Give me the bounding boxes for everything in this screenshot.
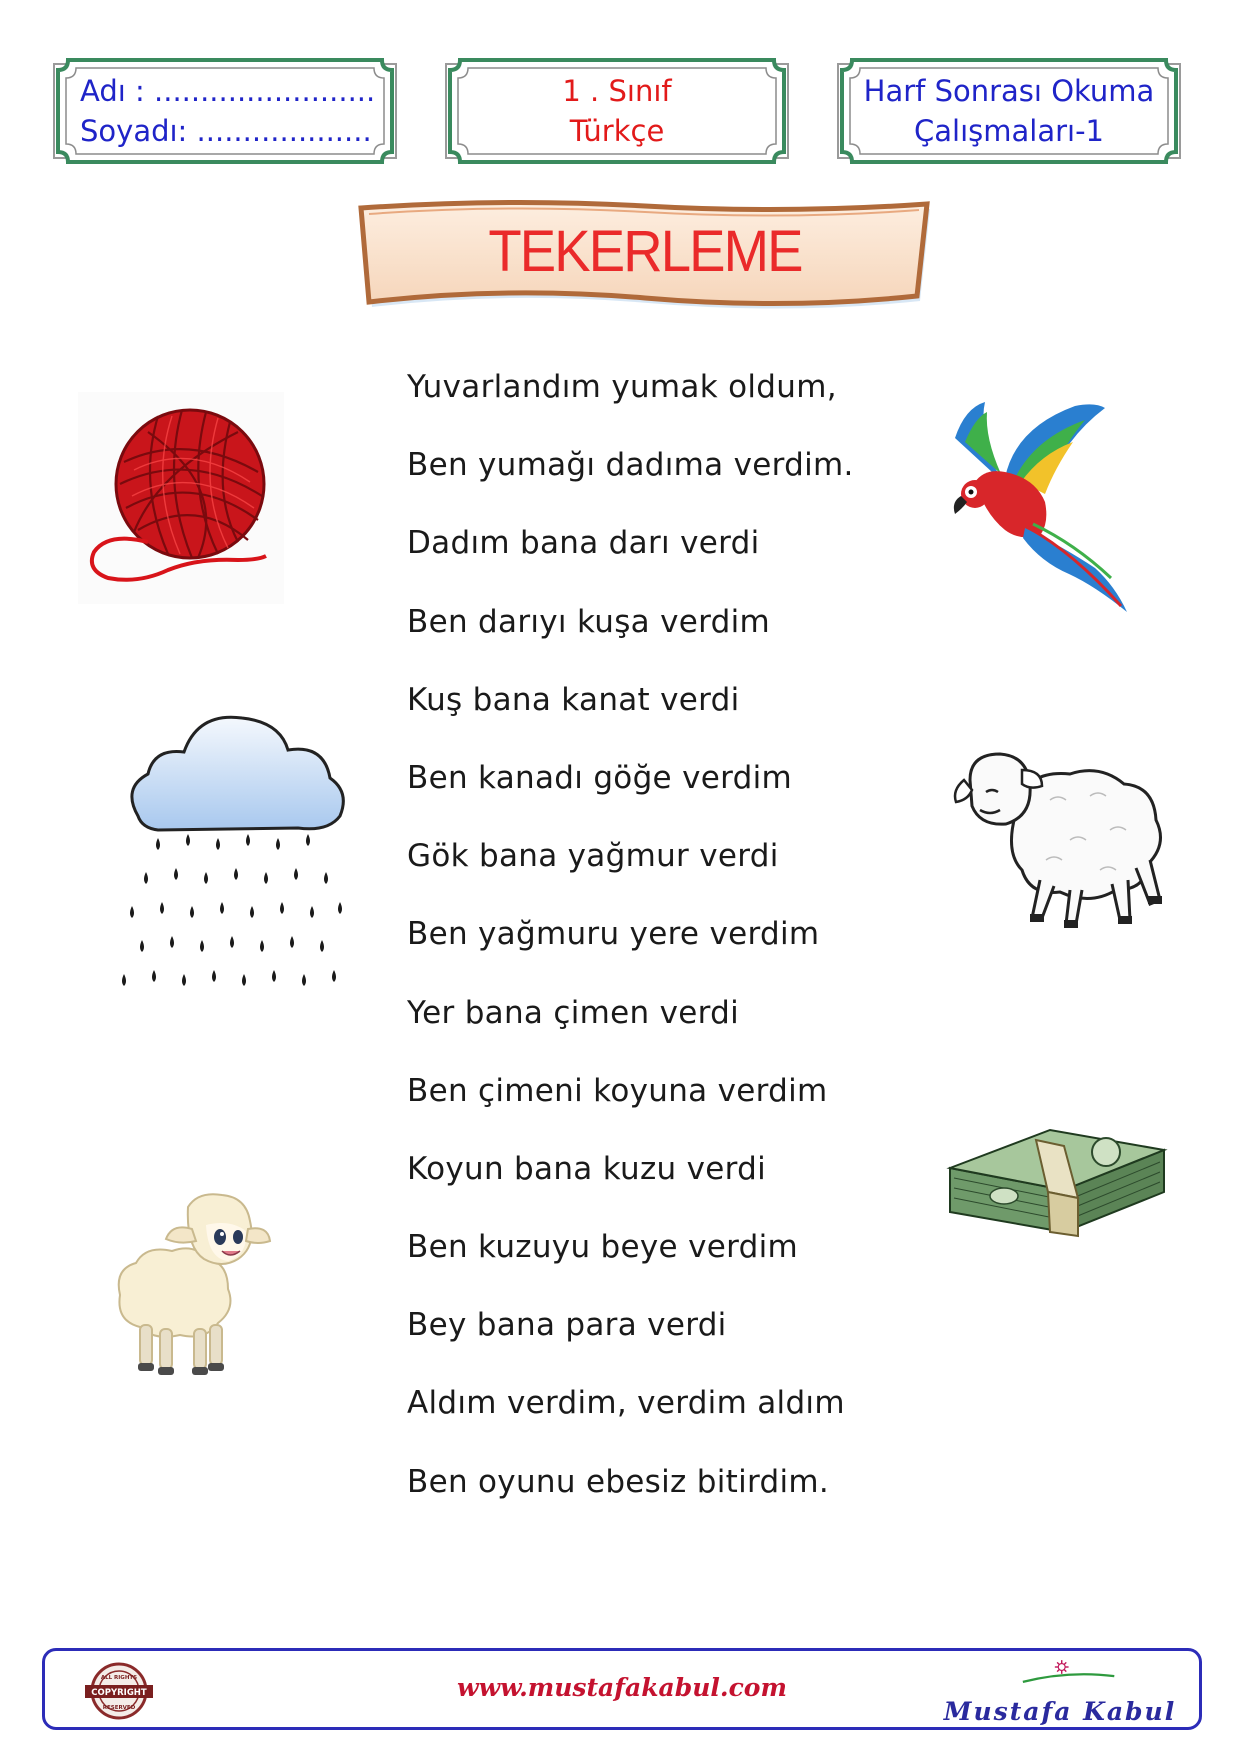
author-logo (935, 1659, 1185, 1729)
worksheet-title-line2: Çalışmaları-1 (914, 114, 1104, 148)
yarn-ball-image (78, 392, 284, 604)
lamb-image (110, 1185, 272, 1380)
footer-bar (42, 1648, 1202, 1730)
title-banner (355, 198, 935, 314)
yarn-ball-icon (78, 392, 284, 604)
worksheet-title-line1: Harf Sonrası Okuma (863, 74, 1155, 108)
class-box (432, 50, 802, 172)
money-stack-image (944, 1108, 1170, 1238)
grade-label: 1 . Sınıf (562, 74, 672, 108)
poem-line: Ben darıyı kuşa verdim (407, 603, 771, 640)
name-box (40, 50, 410, 172)
poem-line: Ben çimeni koyuna verdim (407, 1072, 828, 1109)
poem-line: Ben yumağı dadıma verdim. (407, 447, 854, 484)
banner-title: TEKERLEME (488, 219, 802, 284)
website-link[interactable]: www.mustafakabul.com (457, 1673, 787, 1702)
poem-line: Koyun bana kuzu verdi (407, 1150, 767, 1187)
poem-text (407, 368, 867, 1541)
poem-line: Ben kanadı göğe verdim (407, 759, 792, 796)
surname-field-label: Soyadı: ................... (80, 114, 372, 148)
lamb-icon (110, 1185, 272, 1380)
name-field-label: Adı : ........................ (80, 74, 376, 108)
author-name: Mustafa Kabul (943, 1697, 1177, 1726)
poem-line: Yer bana çimen verdi (407, 994, 739, 1031)
poem-line: Ben kuzuyu beye verdim (407, 1229, 798, 1266)
rain-cloud-icon (118, 708, 358, 1008)
sun-logo-icon (935, 1659, 1185, 1699)
parrot-icon (945, 398, 1130, 620)
subject-label: Türkçe (569, 114, 665, 148)
worksheet-title-box (824, 50, 1194, 172)
poem-line: Gök bana yağmur verdi (407, 838, 779, 875)
poem-line: Kuş bana kanat verdi (407, 681, 740, 718)
svg-text:ALL RIGHTS: ALL RIGHTS (100, 1675, 138, 1681)
rain-cloud-image (118, 708, 358, 1008)
money-stack-icon (944, 1108, 1170, 1238)
poem-line: Ben oyunu ebesiz bitirdim. (407, 1463, 830, 1500)
svg-text:COPYRIGHT: COPYRIGHT (91, 1688, 147, 1698)
poem-line: Bey bana para verdi (407, 1307, 727, 1344)
poem-line: Yuvarlandım yumak oldum, (407, 369, 837, 405)
sheep-icon (950, 740, 1170, 940)
poem-line: Aldım verdim, verdim aldım (407, 1385, 845, 1422)
sheep-image (950, 740, 1170, 940)
poem-line: Ben yağmuru yere verdim (407, 916, 820, 953)
parrot-image (945, 398, 1130, 620)
poem-line: Dadım bana darı verdi (407, 525, 760, 562)
svg-text:RESERVED: RESERVED (102, 1705, 136, 1711)
